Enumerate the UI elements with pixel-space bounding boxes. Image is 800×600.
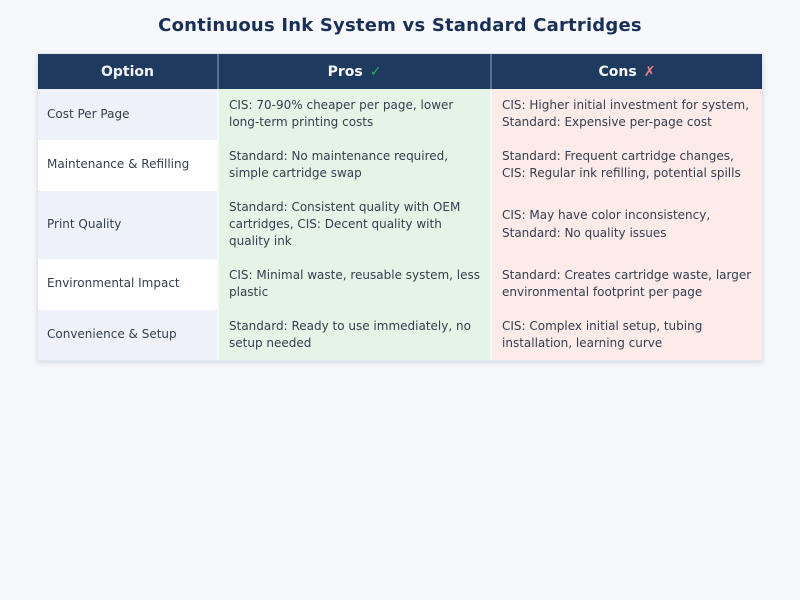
cons-cell: CIS: May have color inconsistency, Standard: No quality issues — [490, 191, 762, 259]
page-title: Continuous Ink System vs Standard Cartridges — [158, 15, 642, 36]
table-header-row — [38, 54, 762, 89]
pros-cell: CIS: Minimal waste, reusable system, less plastic — [217, 259, 490, 310]
option-cell: Maintenance & Refilling — [38, 140, 217, 191]
header-cons-label: Cons — [598, 63, 637, 80]
option-cell: Print Quality — [38, 191, 217, 259]
pros-cell: Standard: Consistent quality with OEM cartridges, CIS: Decent quality with quality ink — [217, 191, 490, 259]
header-pros — [217, 54, 490, 89]
option-cell: Cost Per Page — [38, 89, 217, 140]
pros-cell: Standard: No maintenance required, simple cartridge swap — [217, 140, 490, 191]
option-cell: Convenience & Setup — [38, 310, 217, 361]
cons-cell: Standard: Frequent cartridge changes, CIS: Regular ink refilling, potential spills — [490, 140, 762, 191]
comparison-table — [37, 53, 763, 361]
cons-cell: CIS: Complex initial setup, tubing installation, learning curve — [490, 310, 762, 361]
header-option — [38, 54, 217, 89]
pros-cell: CIS: 70-90% cheaper per page, lower long-term printing costs — [217, 89, 490, 140]
check-icon: ✓ — [369, 63, 382, 80]
table-row — [38, 89, 762, 140]
table-row — [38, 259, 762, 310]
header-cons — [490, 54, 762, 89]
table-row — [38, 191, 762, 259]
option-cell: Environmental Impact — [38, 259, 217, 310]
cons-cell: CIS: Higher initial investment for system, Standard: Expensive per-page cost — [490, 89, 762, 140]
pros-cell: Standard: Ready to use immediately, no setup needed — [217, 310, 490, 361]
cross-icon: ✗ — [643, 63, 656, 80]
table-row — [38, 140, 762, 191]
header-pros-label: Pros — [327, 63, 363, 80]
cons-cell: Standard: Creates cartridge waste, larger environmental footprint per page — [490, 259, 762, 310]
table-row — [38, 310, 762, 361]
header-option-label: Option — [101, 63, 154, 80]
